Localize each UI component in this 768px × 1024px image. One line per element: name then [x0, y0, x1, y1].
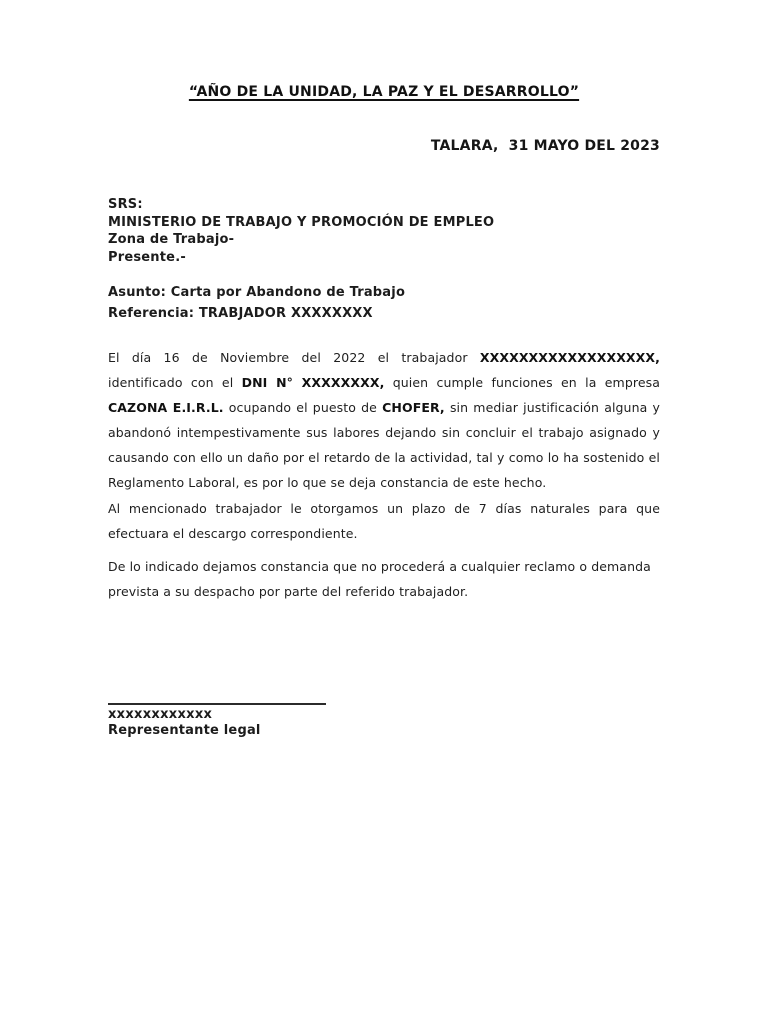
recipient-block [108, 196, 660, 266]
recipient-present: Presente.- [108, 249, 186, 265]
subject-line: Asunto: Carta por Abandono de Trabajo [108, 285, 406, 300]
body-paragraph-3: De lo indicado dejamos constancia que no procederá a cualquier reclamo o demanda prevista a su despacho por parte del referido trabajador. [108, 559, 651, 599]
reference-line: Referencia: TRABJADOR XXXXXXXX [108, 306, 373, 321]
date-line: TALARA, 31 MAYO DEL 2023 [430, 138, 660, 154]
signature-name-placeholder: xxxxxxxxxxxx [108, 707, 213, 722]
recipient-department: Zona de Trabajo- [108, 232, 235, 247]
signature-block [108, 703, 660, 739]
signature-role: Representante legal [108, 723, 261, 738]
body-paragraph-2: Al mencionado trabajador le otorgamos un plazo de 7 días naturales para que efectuara el descargo correspondiente. [108, 501, 660, 541]
signature-rule [108, 703, 326, 705]
recipient-organization: MINISTERIO DE TRABAJO Y PROMOCIÓN DE EMPLEO [108, 214, 495, 230]
document-title: “AÑO DE LA UNIDAD, LA PAZ Y EL DESARROLLO” [188, 84, 580, 100]
body-paragraph-1: El día 16 de Noviembre del 2022 el trabajador XXXXXXXXXXXXXXXXXX, identificado con el DNI N° XXXXXXXX, quien cumple funciones en la empresa CAZONA E.I.R.L. ocupando el puesto de CHOFER, sin mediar justificación alguna y abandonó intempestivamente sus labores dejando sin concluir el trabajo asignado y causando con ello un daño por el retardo de la actividad, tal y como lo ha sostenido el Reglamento Laboral, es por lo que se deja constancia de este hecho. [108, 350, 661, 490]
recipient-salutation: SRS: [108, 197, 143, 212]
